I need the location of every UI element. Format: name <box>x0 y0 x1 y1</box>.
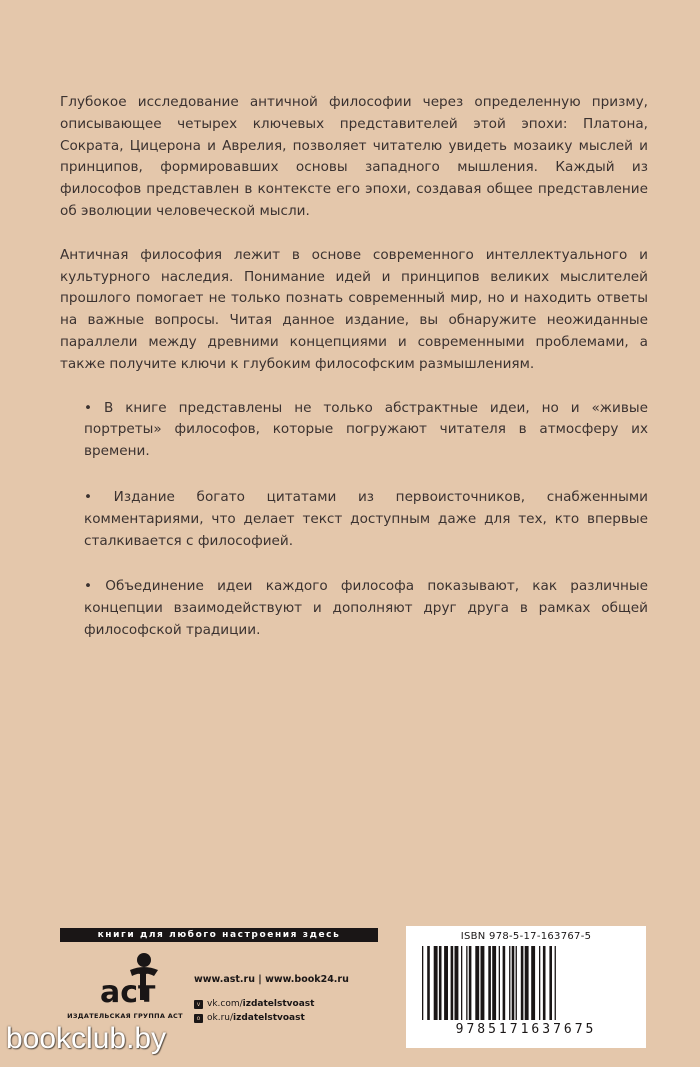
barcode-bar <box>555 946 556 1020</box>
website-links[interactable]: www.ast.ru | www.book24.ru <box>194 974 349 985</box>
barcode-bar <box>444 946 448 1020</box>
ast-logo-icon <box>60 950 190 1012</box>
barcode-bars <box>418 946 634 1022</box>
barcode-bar <box>475 946 479 1020</box>
logo-caption: ИЗДАТЕЛЬСКАЯ ГРУППА АСТ <box>67 1012 183 1020</box>
barcode-bar <box>549 946 552 1020</box>
publisher-links <box>194 974 349 1025</box>
isbn-text: ISBN 978-5-17-163767-5 <box>460 931 592 942</box>
bullet-item: • В книге представлены не только абстрактные идеи, но и «живые портреты» философов, которые погружают читателя в атмосферу их времени. <box>84 399 648 460</box>
logo-text: аст <box>100 975 156 1010</box>
barcode <box>406 926 646 1048</box>
ok-link[interactable] <box>194 1011 349 1025</box>
barcode-bar <box>516 946 517 1020</box>
vk-icon: v <box>194 1000 203 1009</box>
paragraph: Античная философия лежит в основе современного интеллектуального и культурного наследия. Понимание идей и принципов великих мыслителей прошлого помогает не только познать современный мир, но и находить ответы на важные вопросы. Читая данное издание, вы обнаружите неожиданные параллели между древними концепциями и современными проблемами, а также получите ключи к глубоким философским размышлениям. <box>60 246 648 372</box>
ok-handle: izdatelstvoast <box>233 1013 305 1023</box>
barcode-bar <box>481 946 485 1020</box>
vk-link[interactable] <box>194 997 349 1011</box>
barcode-bar <box>455 946 459 1020</box>
barcode-bar <box>543 946 546 1020</box>
barcode-bar <box>499 946 500 1020</box>
barcode-bar <box>434 946 438 1020</box>
barcode-bar <box>451 946 454 1020</box>
barcode-bar <box>422 946 423 1020</box>
barcode-bar <box>461 946 462 1020</box>
barcode-bar <box>509 946 510 1020</box>
barcode-bar <box>427 946 430 1020</box>
barcode-bar <box>539 946 540 1020</box>
ok-prefix: ok.ru/ <box>207 1013 234 1023</box>
barcode-bar <box>525 946 529 1020</box>
barcode-digits: 9785171637675 <box>455 1022 597 1037</box>
barcode-bar <box>466 946 467 1020</box>
barcode-bar <box>512 946 515 1020</box>
vk-prefix: vk.com/ <box>207 999 243 1009</box>
barcode-bar <box>492 946 496 1020</box>
watermark: bookclub.by <box>6 1022 167 1055</box>
barcode-bar <box>488 946 491 1020</box>
barcode-bar <box>439 946 442 1020</box>
barcode-bar <box>469 946 472 1020</box>
annotation-text <box>60 92 648 666</box>
vk-handle: izdatelstvoast <box>242 999 315 1009</box>
bullet-item: • Объединение идеи каждого философа показывают, как различные концепции взаимодействуют и дополняют друг друга в рамках общей философской традиции. <box>84 578 648 638</box>
tagline-banner: книги для любого настроения здесь <box>60 928 378 942</box>
barcode-bar <box>521 946 524 1020</box>
paragraph: Глубокое исследование античной философии через определенную призму, описывающее четырех ключевых представителей этой эпохи: Платона, Сократа, Цицерона и Аврелия, позволяет читателю увидеть мозаику мыслей и принципов, формировавших основы западного мышления. Каждый из философов представлен в контексте его эпохи, создавая общее представление об эволюции человеческой мысли. <box>60 94 648 219</box>
bullet-item: • Издание богато цитатами из первоисточников, снабженными комментариями, что делает текст доступным даже для тех, кто впервые сталкивается с философией. <box>84 488 648 549</box>
barcode-bar <box>503 946 506 1020</box>
publisher-logo <box>60 950 190 1030</box>
ok-icon: o <box>194 1014 203 1023</box>
barcode-bar <box>531 946 535 1020</box>
